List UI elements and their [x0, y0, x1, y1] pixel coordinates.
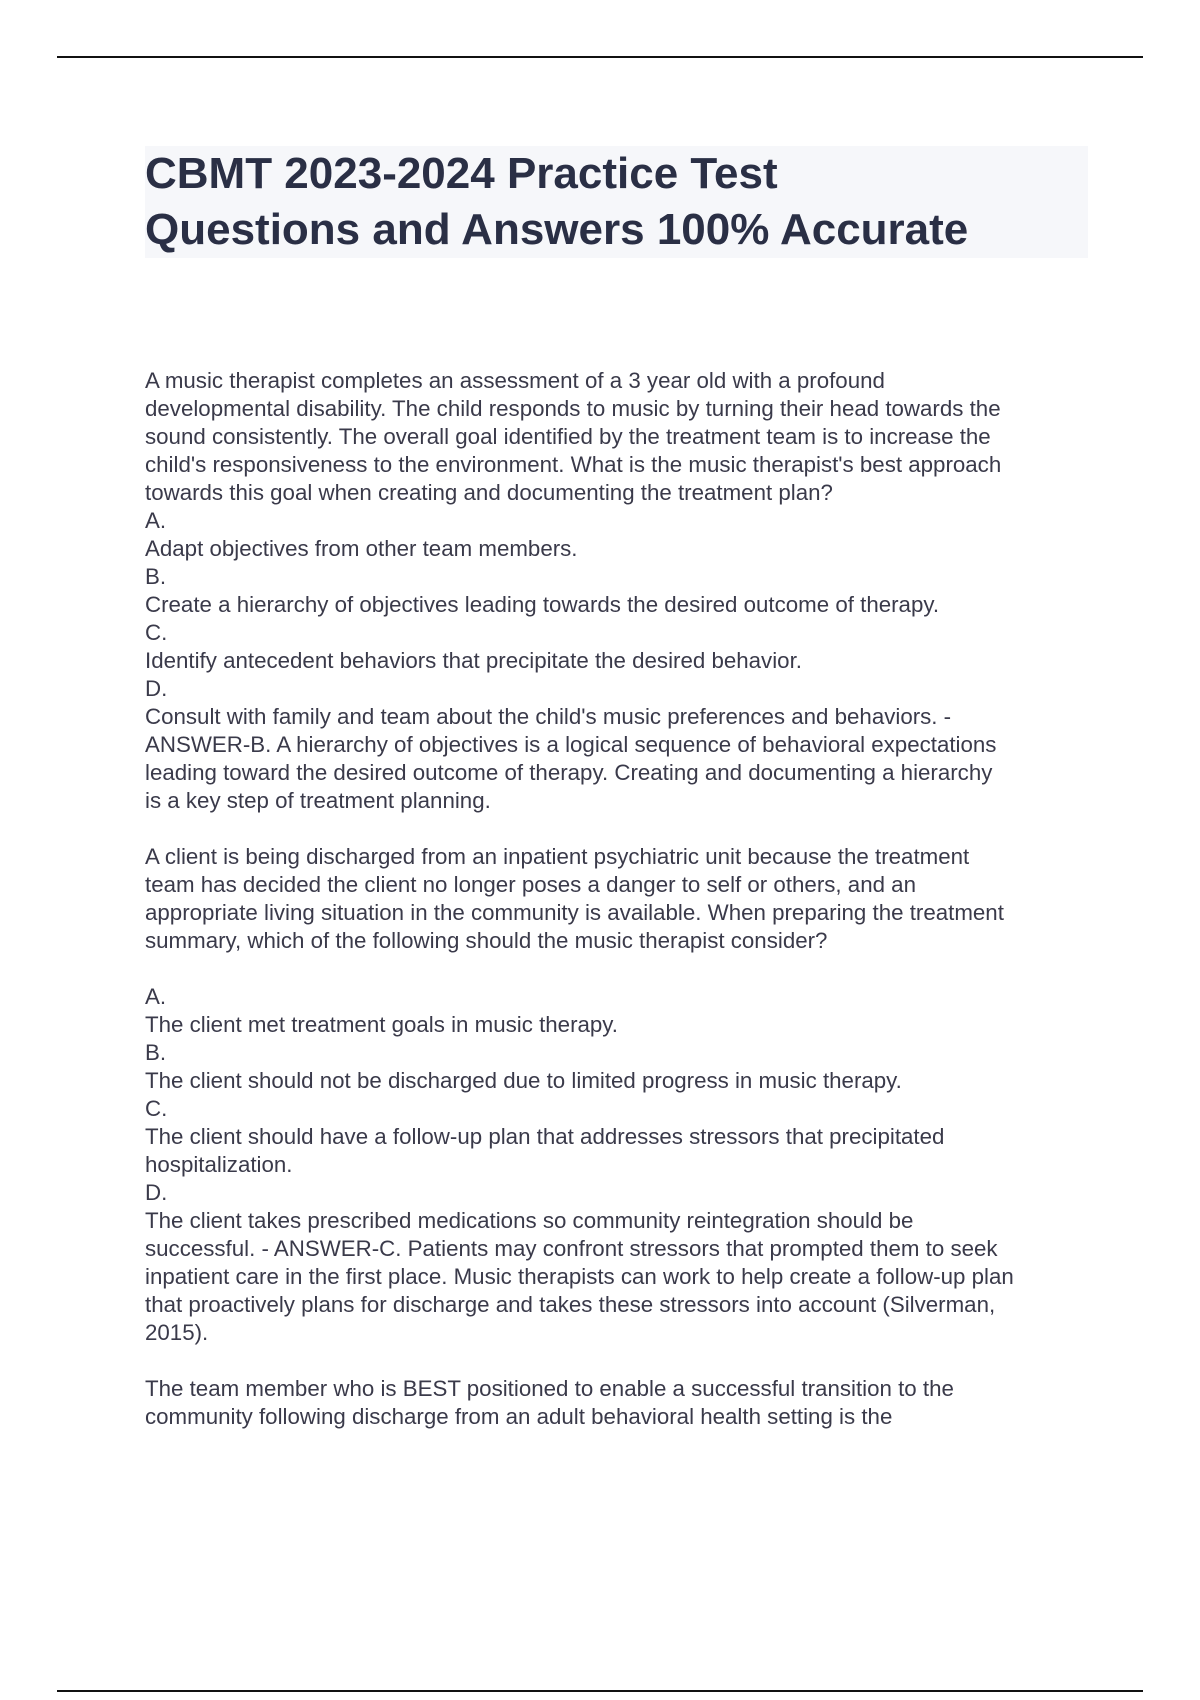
question-stem — [145, 367, 1105, 507]
stem-line: community following discharge from an adult behavioral health setting is the — [145, 1404, 893, 1429]
title-line: Questions and Answers 100% Accurate — [145, 205, 969, 254]
option-letter: A. — [145, 508, 167, 533]
question-3 — [145, 1375, 1105, 1431]
option-a — [145, 507, 1105, 563]
answer-text: inpatient care in the first place. Music therapists can work to help create a follow-up plan — [145, 1264, 1014, 1289]
option-letter: C. — [145, 620, 168, 645]
answer-text: ANSWER-B. A hierarchy of objectives is a logical sequence of behavioral expectations — [145, 732, 997, 757]
option-a — [145, 983, 1105, 1039]
question-2 — [145, 843, 1105, 1347]
question-stem — [145, 843, 1105, 955]
footer-rule — [57, 1690, 1143, 1692]
option-text: The client takes prescribed medications so community reintegration should be — [145, 1208, 914, 1233]
option-text: Consult with family and team about the child's music preferences and behaviors. - — [145, 704, 952, 729]
stem-line: appropriate living situation in the community is available. When preparing the treatment — [145, 900, 1004, 925]
stem-line: developmental disability. The child responds to music by turning their head towards the — [145, 396, 1001, 421]
option-c — [145, 1095, 1105, 1179]
spacer — [145, 815, 1105, 843]
stem-line: A client is being discharged from an inpatient psychiatric unit because the treatment — [145, 844, 970, 869]
option-letter: B. — [145, 564, 167, 589]
option-text: Create a hierarchy of objectives leading towards the desired outcome of therapy. — [145, 592, 940, 617]
stem-line: A music therapist completes an assessment of a 3 year old with a profound — [145, 368, 885, 393]
answer-text: that proactively plans for discharge and takes these stressors into account (Silverman, — [145, 1292, 996, 1317]
title-block — [145, 146, 1088, 258]
question-1 — [145, 367, 1105, 815]
spacer — [145, 955, 1105, 983]
stem-line: sound consistently. The overall goal identified by the treatment team is to increase the — [145, 424, 991, 449]
option-letter: B. — [145, 1040, 167, 1065]
stem-line: towards this goal when creating and documenting the treatment plan? — [145, 480, 833, 505]
option-text: hospitalization. — [145, 1152, 293, 1177]
answer-text: is a key step of treatment planning. — [145, 788, 491, 813]
option-text: Identify antecedent behaviors that precipitate the desired behavior. — [145, 648, 802, 673]
option-letter: C. — [145, 1096, 168, 1121]
option-text: The client should not be discharged due to limited progress in music therapy. — [145, 1068, 902, 1093]
question-stem — [145, 1375, 1105, 1431]
option-d — [145, 1179, 1105, 1347]
answer-text: leading toward the desired outcome of therapy. Creating and documenting a hierarchy — [145, 760, 993, 785]
answer-text: successful. - ANSWER-C. Patients may confront stressors that prompted them to seek — [145, 1236, 998, 1261]
option-letter: D. — [145, 1180, 168, 1205]
option-letter: A. — [145, 984, 167, 1009]
spacer — [145, 1347, 1105, 1375]
option-letter: D. — [145, 676, 168, 701]
option-c — [145, 619, 1105, 675]
option-text: Adapt objectives from other team members. — [145, 536, 578, 561]
option-b — [145, 1039, 1105, 1095]
option-text: The client should have a follow-up plan that addresses stressors that precipitated — [145, 1124, 945, 1149]
option-b — [145, 563, 1105, 619]
document-body — [145, 367, 1105, 1431]
document-title — [145, 146, 968, 258]
stem-line: The team member who is BEST positioned to enable a successful transition to the — [145, 1376, 954, 1401]
stem-line: summary, which of the following should the music therapist consider? — [145, 928, 828, 953]
answer-text: 2015). — [145, 1320, 209, 1345]
option-text: The client met treatment goals in music therapy. — [145, 1012, 618, 1037]
stem-line: team has decided the client no longer poses a danger to self or others, and an — [145, 872, 916, 897]
option-d — [145, 675, 1105, 815]
stem-line: child's responsiveness to the environment. What is the music therapist's best approach — [145, 452, 1002, 477]
header-rule — [57, 56, 1143, 58]
title-line: CBMT 2023-2024 Practice Test — [145, 149, 778, 198]
